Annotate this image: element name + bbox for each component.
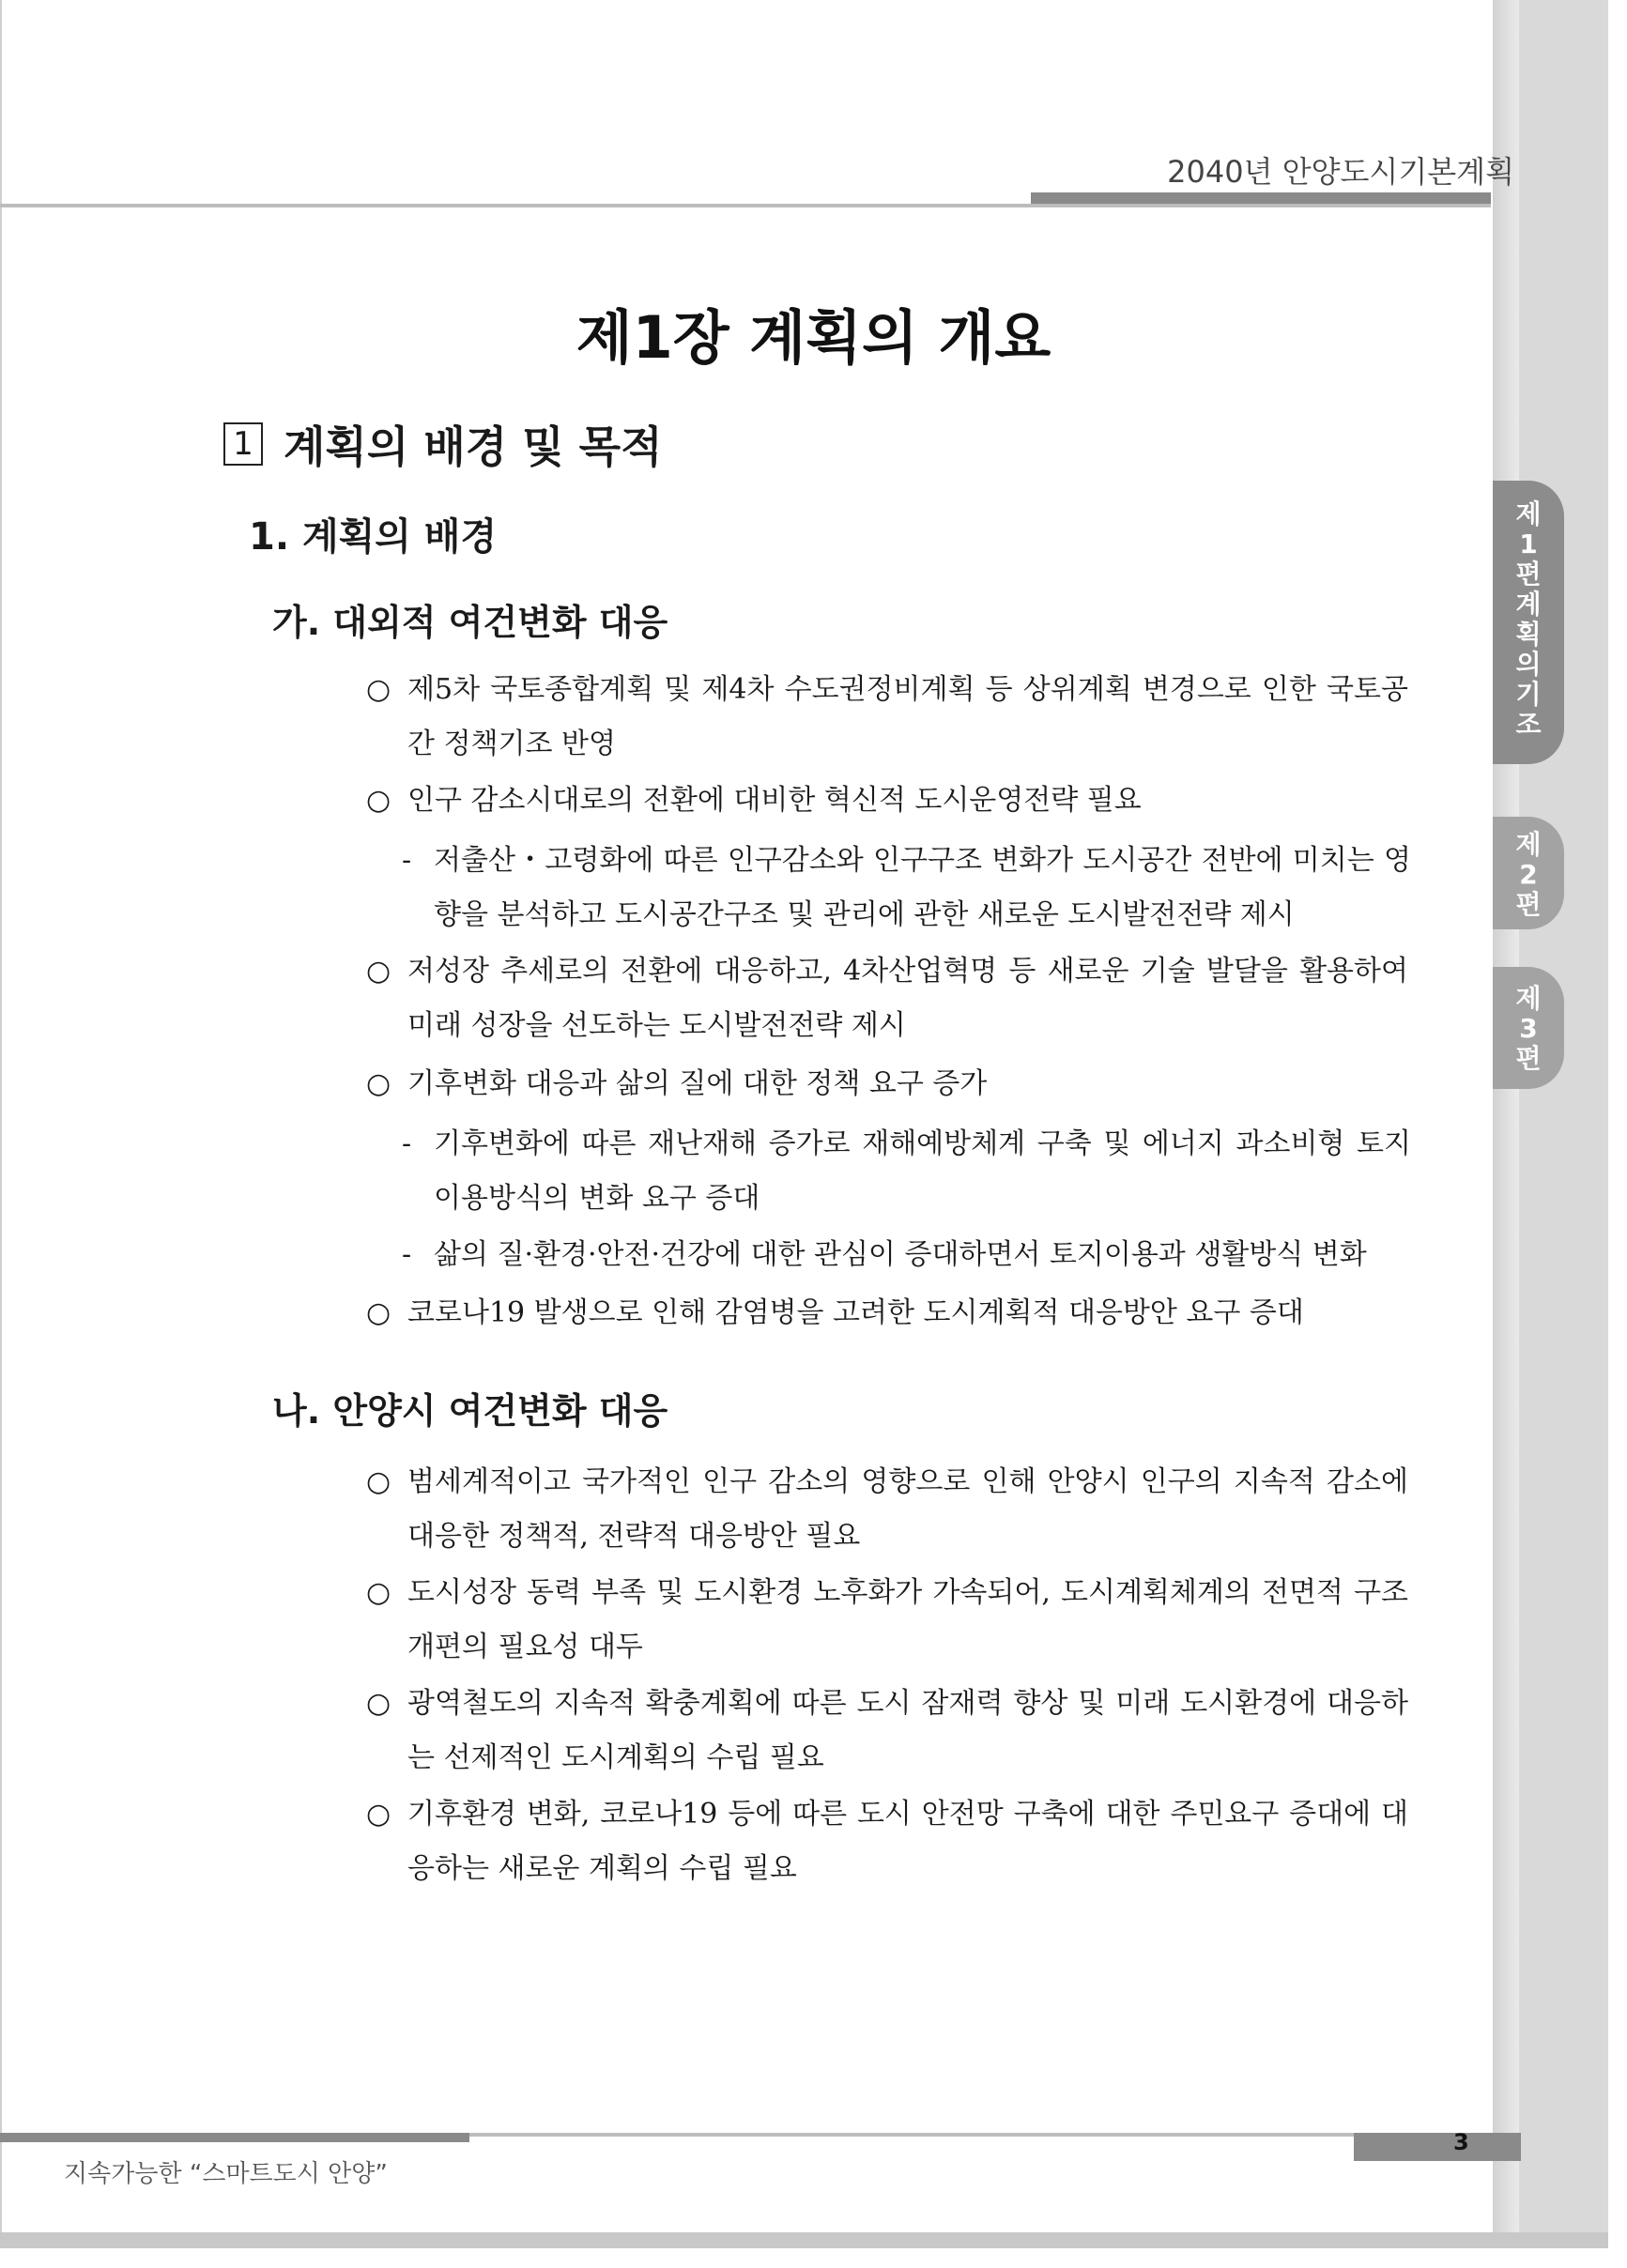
bullet-circle-icon: ○	[366, 673, 391, 706]
list-item	[366, 1455, 1408, 1564]
side-tab-char: 획	[1515, 619, 1542, 650]
list-item-text: 저출산・고령화에 따른 인구감소와 인구구조 변화가 도시공간 전반에 미치는 영향을 분석하고 도시공간구조 및 관리에 관한 새로운 도시발전전략 제시	[434, 844, 1411, 931]
list-item-text: 기후환경 변화, 코로나19 등에 따른 도시 안전망 구축에 대한 주민요구 증대에 대응하는 새로운 계획의 수립 필요	[407, 1798, 1408, 1885]
list-item-text: 기후변화 대응과 삶의 질에 대한 정책 요구 증가	[407, 1067, 988, 1100]
bullet-circle-icon: ○	[366, 1798, 391, 1831]
list-subitem	[402, 1117, 1411, 1226]
side-tab-char: 의	[1515, 649, 1542, 680]
list-item	[366, 1677, 1408, 1785]
side-tab-char: 제	[1515, 983, 1542, 1014]
section-heading	[223, 413, 663, 475]
bullet-circle-icon: ○	[366, 1576, 391, 1609]
side-tab-char: 편	[1515, 1043, 1542, 1074]
side-tab-char: 계	[1515, 589, 1542, 620]
side-tab-char: 조	[1515, 709, 1542, 740]
page-number-bar	[1354, 2133, 1521, 2161]
list-item-text: 저성장 추세로의 전환에 대응하고, 4차산업혁명 등 새로운 기술 발달을 활용하여 미래 성장을 선도하는 도시발전전략 제시	[407, 955, 1408, 1042]
section-title: 계획의 배경 및 목적	[284, 421, 663, 472]
bullet-circle-icon: ○	[366, 1465, 391, 1498]
side-tab-char: 제	[1515, 829, 1542, 860]
bullet-circle-icon: ○	[366, 784, 391, 817]
side-tab-char: 편	[1515, 559, 1542, 590]
bullet-circle-icon: ○	[366, 1687, 391, 1720]
side-tab-char: 3	[1519, 1013, 1538, 1044]
header-rule	[0, 204, 1491, 207]
footer-accent-bar	[0, 2133, 469, 2142]
page-bottom-shadow	[0, 2232, 1608, 2248]
bullet-dash-icon: -	[402, 1238, 412, 1271]
side-tab-char: 기	[1515, 679, 1542, 710]
list-item	[366, 944, 1408, 1053]
side-tab-char: 편	[1515, 889, 1542, 920]
bullet-circle-icon: ○	[366, 1067, 391, 1100]
list-item-text: 코로나19 발생으로 인해 감염병을 고려한 도시계획적 대응방안 요구 증대	[407, 1296, 1304, 1329]
part-na-heading: 나. 안양시 여건변화 대응	[272, 1390, 668, 1432]
list-subitem	[402, 834, 1411, 942]
side-tab-part-3[interactable]	[1493, 967, 1564, 1089]
side-tab-char: 2	[1519, 859, 1538, 890]
page-number: 3	[1453, 2129, 1469, 2155]
list-item	[366, 663, 1408, 772]
list-item-text: 삶의 질·환경·안전·건강에 대한 관심이 증대하면서 토지이용과 생활방식 변화	[434, 1238, 1367, 1271]
bullet-dash-icon: -	[402, 844, 412, 877]
side-tab-part-1[interactable]	[1493, 481, 1564, 764]
footer-slogan: 지속가능한 “스마트도시 안양”	[64, 2160, 388, 2188]
list-item-text: 제5차 국토종합계획 및 제4차 수도권정비계획 등 상위계획 변경으로 인한 국토공간 정책기조 반영	[407, 673, 1408, 760]
bullet-dash-icon: -	[402, 1127, 412, 1160]
list-item	[366, 1286, 1408, 1341]
header-accent-bar	[1031, 192, 1491, 204]
chapter-title: 제1장 계획의 개요	[576, 303, 1051, 372]
list-item-text: 도시성장 동력 부족 및 도시환경 노후화가 가속되어, 도시계획체계의 전면적 구조개편의 필요성 대두	[407, 1576, 1408, 1663]
list-item-text: 광역철도의 지속적 확충계획에 따른 도시 잠재력 향상 및 미래 도시환경에 대응하는 선제적인 도시계획의 수립 필요	[407, 1687, 1408, 1774]
list-item	[366, 1787, 1408, 1896]
list-item-text: 인구 감소시대로의 전환에 대비한 혁신적 도시운영전략 필요	[407, 784, 1142, 817]
section-number-box: 1	[223, 422, 263, 466]
side-tab-char: 1	[1519, 529, 1538, 559]
list-item	[366, 1057, 1408, 1111]
side-tab-part-2[interactable]	[1493, 817, 1564, 929]
list-subitem	[402, 1228, 1411, 1282]
list-item-text: 기후변화에 따른 재난재해 증가로 재해예방체계 구축 및 에너지 과소비형 토지이용방식의 변화 요구 증대	[434, 1127, 1411, 1215]
list-item	[366, 774, 1408, 828]
bullet-circle-icon: ○	[366, 1296, 391, 1329]
subsection-heading: 1. 계획의 배경	[249, 515, 498, 559]
part-ga-heading: 가. 대외적 여건변화 대응	[272, 602, 668, 643]
list-item-text: 범세계적이고 국가적인 인구 감소의 영향으로 인해 안양시 인구의 지속적 감소에 대응한 정책적, 전략적 대응방안 필요	[407, 1465, 1408, 1553]
bullet-circle-icon: ○	[366, 955, 391, 988]
running-header-title: 2040년 안양도시기본계획	[1167, 154, 1514, 190]
list-item	[366, 1566, 1408, 1675]
side-tab-char: 제	[1515, 498, 1542, 529]
